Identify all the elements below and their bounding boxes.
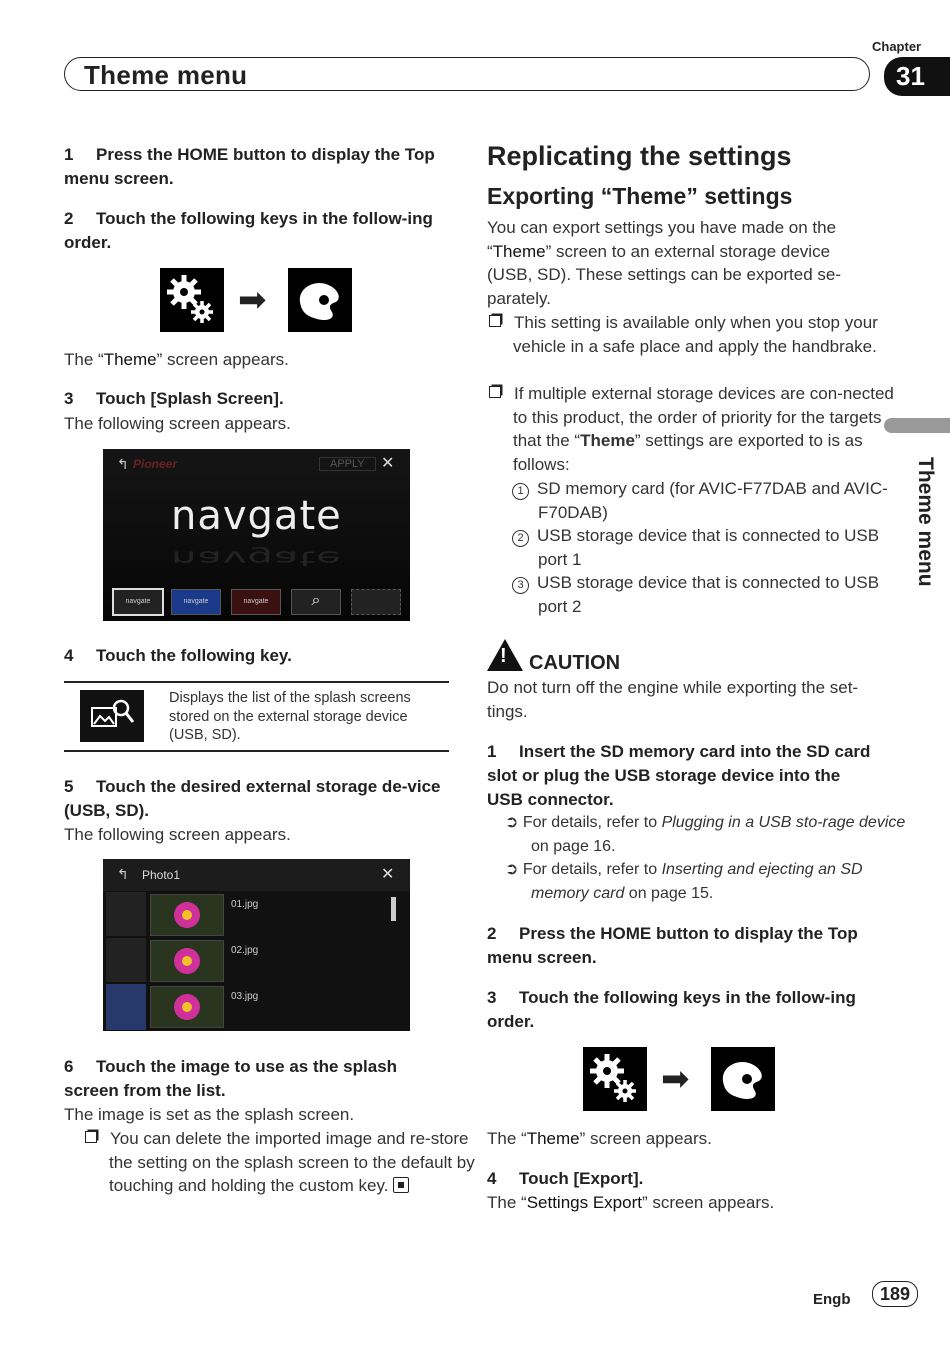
priority-item: 3 USB storage device that is connected to USB port 2 — [512, 571, 896, 618]
chapter-label: Chapter — [872, 39, 922, 54]
left-step-3 — [64, 387, 449, 411]
step-number: 1 — [487, 742, 497, 761]
photo-thumbnail[interactable] — [150, 986, 224, 1028]
right-theme-appears: The “Theme” screen appears. — [487, 1129, 712, 1148]
note-bullet: You can delete the imported image and re-store the setting on the splash screen to the default by touching and holding the custom key. — [83, 1127, 477, 1198]
splash-screen-mockup — [103, 449, 410, 621]
row-check[interactable] — [106, 984, 146, 1030]
splash-logo-reflection: navgate — [171, 546, 342, 570]
splash-thumb[interactable]: navgate — [171, 589, 221, 615]
folder-title: Photo1 — [142, 868, 181, 882]
image-search-icon[interactable]: ⌕ — [291, 589, 341, 615]
left-step-5-after: The following screen appears. — [64, 825, 291, 844]
step-number: 1 — [64, 145, 74, 164]
step-text: Touch the desired external storage de-vice (USB, SD). — [64, 777, 441, 820]
row-check[interactable] — [106, 892, 146, 936]
settings-gear-icon — [160, 268, 224, 332]
step-text: Press the HOME button to display the Top menu screen. — [64, 145, 435, 188]
reference-link[interactable]: Plugging in a USB sto-rage device — [661, 814, 906, 831]
step-text: Touch the following key. — [96, 646, 292, 665]
step-number: 5 — [64, 777, 74, 796]
subsection-heading: Exporting “Theme” settings — [487, 183, 793, 209]
step-text: Insert the SD memory card into the SD card slot or plug the USB storage device into the USB connector. — [487, 742, 871, 809]
step-number: 4 — [487, 1169, 497, 1188]
reference-arrow-icon: ➲ — [505, 861, 523, 878]
step-text: Press the HOME button to display the Top menu screen. — [487, 924, 858, 967]
back-icon[interactable]: ↰ — [117, 456, 129, 472]
note-box-icon — [489, 315, 501, 327]
key-description: Displays the list of the splash screens stored on the external storage device (USB, SD). — [169, 690, 411, 743]
table-bottom-rule — [64, 750, 449, 752]
back-icon[interactable]: ↰ — [117, 866, 129, 882]
image-search-icon — [80, 690, 144, 742]
arrow-right-icon: ➡ — [238, 281, 267, 319]
page-number: 189 — [872, 1281, 918, 1307]
file-name[interactable]: 02.jpg — [231, 945, 259, 956]
caution-text: Do not turn off the engine while exporting the set-tings. — [487, 678, 859, 721]
close-icon[interactable]: ✕ — [381, 455, 395, 472]
page-title: Theme menu — [84, 60, 248, 90]
reference-link[interactable]: Inserting and ejecting an SD memory card — [531, 861, 863, 902]
caution-exclamation: ! — [500, 645, 507, 667]
step-number: 2 — [64, 209, 74, 228]
theme-palette-icon — [711, 1047, 775, 1111]
step-text: Touch [Splash Screen]. — [96, 389, 284, 408]
priority-item: 2 USB storage device that is connected to USB port 1 — [512, 524, 896, 571]
photo-thumbnail[interactable] — [150, 894, 224, 936]
right-export-appears: The “Settings Export” screen appears. — [487, 1193, 775, 1212]
step-text: Touch the following keys in the follow-ing order. — [487, 988, 856, 1031]
circled-number: 2 — [512, 530, 529, 547]
splash-thumb[interactable]: navgate — [112, 588, 164, 616]
right-bullet-1: This setting is available only when you stop your vehicle in a safe place and apply the handbrake. — [487, 311, 897, 358]
reference-arrow-icon: ➲ — [505, 814, 523, 831]
apply-button[interactable]: APPLY — [319, 457, 376, 471]
row-check[interactable] — [106, 938, 146, 982]
circled-number: 3 — [512, 577, 529, 594]
left-step-1 — [64, 143, 449, 191]
splash-thumb[interactable]: navgate — [231, 589, 281, 615]
language-label: Engb — [813, 1291, 851, 1308]
left-step-4 — [64, 644, 449, 668]
step-text: Touch [Export]. — [519, 1169, 644, 1188]
left-step-3-after: The following screen appears. — [64, 414, 291, 433]
left-step-6 — [64, 1055, 449, 1103]
theme-palette-icon — [288, 268, 352, 332]
reference-1: ➲ For details, refer to Plugging in a USB sto-rage device on page 16. — [505, 814, 906, 855]
step-number: 2 — [487, 924, 497, 943]
scrollbar[interactable] — [391, 897, 396, 921]
note-box-icon — [489, 386, 501, 398]
chapter-number: 31 — [896, 61, 925, 91]
table-top-rule — [64, 681, 449, 683]
section-heading: Replicating the settings — [487, 141, 792, 171]
right-step-3 — [487, 986, 871, 1034]
step-number: 3 — [64, 389, 74, 408]
photo-list-screen-mockup — [103, 859, 410, 1031]
right-step-2 — [487, 922, 871, 970]
right-intro: You can export settings you have made on the “Theme” screen to an external storage device (USB, SD). These settings can be exported se-parately. — [487, 218, 842, 308]
circled-number: 1 — [512, 483, 529, 500]
right-step-4 — [487, 1167, 871, 1191]
left-step-6-after: The image is set as the splash screen. — [64, 1105, 355, 1124]
photo-thumbnail[interactable] — [150, 940, 224, 982]
brand-label: Pioneer — [133, 457, 178, 471]
settings-gear-icon — [583, 1047, 647, 1111]
step-text: Touch the image to use as the splash screen from the list. — [64, 1057, 398, 1100]
left-step-2 — [64, 207, 449, 255]
custom-key[interactable] — [351, 589, 401, 615]
step-number: 6 — [64, 1057, 74, 1076]
step-number: 4 — [64, 646, 74, 665]
splash-logo: navgate — [171, 493, 342, 539]
priority-item: 1 SD memory card (for AVIC-F77DAB and AVIC-F70DAB) — [512, 477, 896, 524]
close-icon[interactable]: ✕ — [381, 866, 395, 883]
right-bullet-2: If multiple external storage devices are con-nected to this product, the order of priority for the targets that the “Theme” settings are exported to is as follows: — [487, 382, 897, 476]
arrow-right-icon: ➡ — [661, 1060, 690, 1098]
file-name[interactable]: 01.jpg — [231, 899, 259, 910]
step-text: Touch the following keys in the follow-ing order. — [64, 209, 433, 252]
step-number: 3 — [487, 988, 497, 1007]
left-theme-appears: The “Theme” screen appears. — [64, 350, 289, 369]
caution-title: CAUTION — [529, 652, 621, 674]
note-box-icon — [85, 1131, 97, 1143]
reference-2: ➲ For details, refer to Inserting and ejecting an SD memory card on page 15. — [505, 861, 863, 902]
right-step-1 — [487, 740, 871, 812]
stop-icon — [393, 1177, 409, 1193]
file-name[interactable]: 03.jpg — [231, 991, 259, 1002]
left-step-5 — [64, 775, 449, 823]
side-tab-label: Theme menu — [914, 457, 937, 587]
